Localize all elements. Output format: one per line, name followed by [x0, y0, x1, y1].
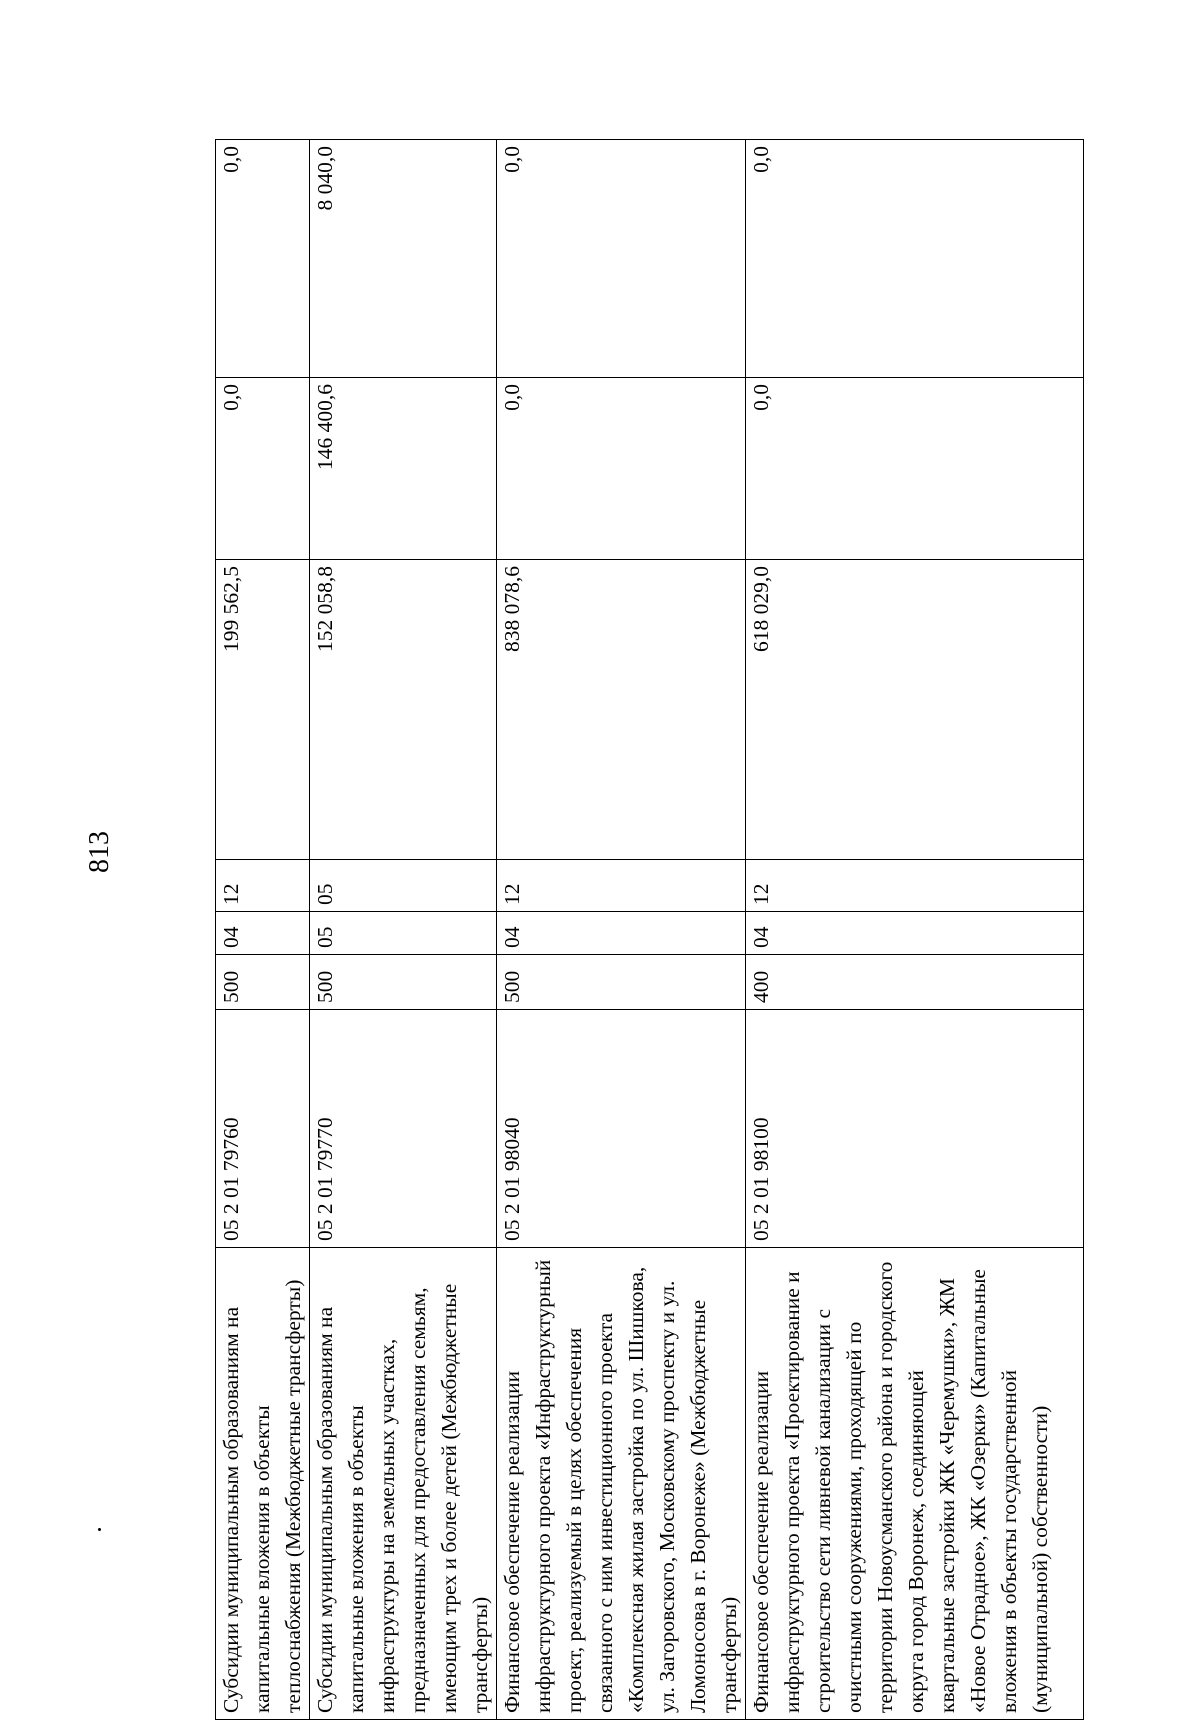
subsection-code: 05 [310, 860, 497, 912]
table-row [497, 140, 746, 1720]
subsection-code: 12 [216, 860, 310, 912]
budget-table [215, 139, 1084, 1720]
table-row [746, 140, 1084, 1720]
row-description: Финансовое обеспечение реализации инфраструктурного проекта «Инфраструктурный проект, реализуемый в целях обеспечения связанного с ним инвестиционного проекта «Комплексная жилая застройка по ул. Шишкова, ул. Загоровского, Московскому проспекту и ул. Ломоносова в г. Воронеже» (Межбюджетные трансферты) [497, 1248, 746, 1720]
amount-year-2: 146 400,6 [310, 378, 497, 560]
section-code: 04 [216, 912, 310, 955]
expense-type-code: 500 [497, 955, 746, 1010]
target-code: 05 2 01 79770 [310, 1010, 497, 1248]
stray-dot [98, 1528, 101, 1531]
row-description: Финансовое обеспечение реализации инфраструктурного проекта «Проектирование и строительство сети ливневой канализации с очистными сооружениями, проходящей по территории Новоусманского района и городского округа город Воронеж, соединяющей квартальные застройки ЖК «Черемушки», ЖМ «Новое Отрадное», ЖК «Озерки» (Капитальные вложения в объекты государственной (муниципальной) собственности) [746, 1248, 1084, 1720]
table-row [216, 140, 310, 1720]
section-code: 04 [746, 912, 1084, 955]
page-number: 813 [84, 831, 115, 873]
amount-year-2: 0,0 [746, 378, 1084, 560]
subsection-code: 12 [746, 860, 1084, 912]
amount-year-3: 0,0 [746, 140, 1084, 378]
amount-year-3: 0,0 [216, 140, 310, 378]
row-description: Субсидии муниципальным образованиям на капитальные вложения в объекты инфраструктуры на земельных участках, предназначенных для предоставления семьям, имеющим трех и более детей (Межбюджетные трансферты) [310, 1248, 497, 1720]
amount-year-2: 0,0 [497, 378, 746, 560]
section-code: 04 [497, 912, 746, 955]
row-description: Субсидии муниципальным образованиям на капитальные вложения в объекты теплоснабжения (Межбюджетные трансферты) [216, 1248, 310, 1720]
table-row [310, 140, 497, 1720]
amount-year-3: 0,0 [497, 140, 746, 378]
target-code: 05 2 01 98100 [746, 1010, 1084, 1248]
expense-type-code: 400 [746, 955, 1084, 1010]
amount-year-1: 152 058,8 [310, 560, 497, 860]
amount-year-1: 618 029,0 [746, 560, 1084, 860]
amount-year-1: 199 562,5 [216, 560, 310, 860]
amount-year-2: 0,0 [216, 378, 310, 560]
subsection-code: 12 [497, 860, 746, 912]
target-code: 05 2 01 79760 [216, 1010, 310, 1248]
amount-year-1: 838 078,6 [497, 560, 746, 860]
table-sheet [215, 120, 1100, 1720]
target-code: 05 2 01 98040 [497, 1010, 746, 1248]
expense-type-code: 500 [310, 955, 497, 1010]
expense-type-code: 500 [216, 955, 310, 1010]
section-code: 05 [310, 912, 497, 955]
rotated-table-area [215, 120, 1100, 1720]
amount-year-3: 8 040,0 [310, 140, 497, 378]
